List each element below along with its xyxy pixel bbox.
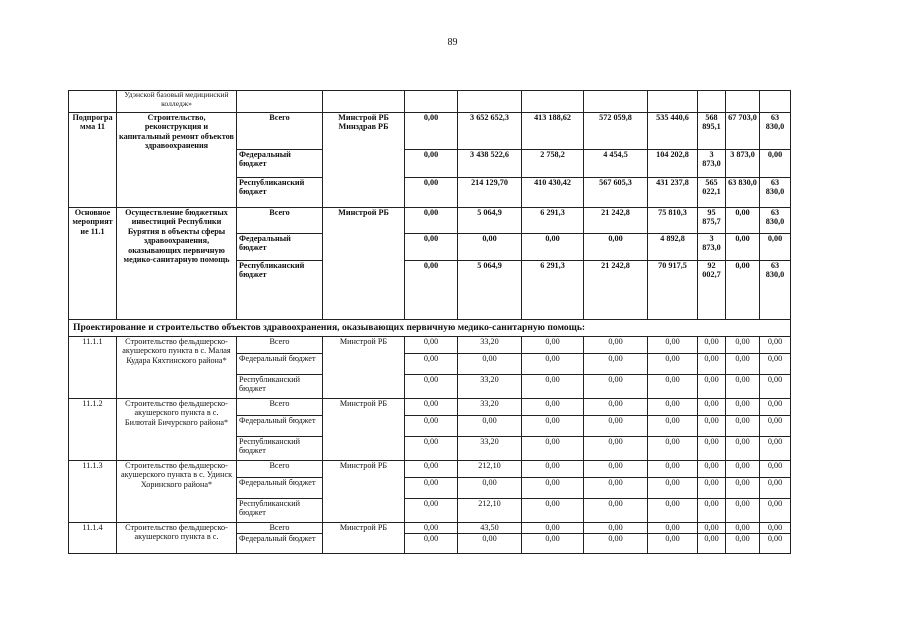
- value-cell: 63 830,0: [760, 208, 791, 234]
- value-cell: 5 064,9: [458, 261, 522, 320]
- value-cell: 0,00: [405, 150, 458, 178]
- value-cell: 0,00: [522, 234, 584, 261]
- value-cell: 0,00: [698, 499, 726, 523]
- funding-source: Всего: [237, 399, 323, 416]
- value-cell: 0,00: [458, 416, 522, 437]
- row-code: Подпрограмма 11: [69, 113, 117, 208]
- value-cell: 33,20: [458, 375, 522, 399]
- row-code: 11.1.3: [69, 461, 117, 523]
- executor: Минстрой РБ: [323, 523, 405, 554]
- value-cell: 95 875,7: [698, 208, 726, 234]
- executor: Минстрой РБ: [323, 399, 405, 461]
- executor: Минстрой РБ: [323, 208, 405, 320]
- funding-source: Федеральный бюджет: [237, 234, 323, 261]
- value-cell: [584, 91, 648, 113]
- value-cell: 0,00: [726, 523, 760, 534]
- value-cell: 0,00: [760, 523, 791, 534]
- value-cell: 0,00: [698, 461, 726, 478]
- value-cell: 0,00: [458, 354, 522, 375]
- value-cell: 0,00: [405, 178, 458, 208]
- value-cell: 0,00: [584, 234, 648, 261]
- value-cell: 0,00: [698, 416, 726, 437]
- value-cell: 3 873,0: [698, 234, 726, 261]
- funding-source: Республиканский бюджет: [237, 375, 323, 399]
- value-cell: 212,10: [458, 461, 522, 478]
- item-row: [69, 399, 791, 416]
- value-cell: 0,00: [522, 354, 584, 375]
- top-partial-row: [69, 91, 791, 113]
- value-cell: 568 895,1: [698, 113, 726, 150]
- value-cell: 431 237,8: [648, 178, 698, 208]
- row-name: Удэнской базовый медицинский колледж»: [117, 91, 237, 113]
- value-cell: 212,10: [458, 499, 522, 523]
- value-cell: 0,00: [584, 375, 648, 399]
- value-cell: 0,00: [522, 399, 584, 416]
- row-name: Строительство, реконструкция и капитальный ремонт объектов здравоохранения: [117, 113, 237, 208]
- value-cell: 0,00: [698, 478, 726, 499]
- value-cell: 0,00: [760, 234, 791, 261]
- value-cell: 0,00: [698, 534, 726, 554]
- value-cell: 33,20: [458, 437, 522, 461]
- funding-source: Всего: [237, 208, 323, 234]
- value-cell: 67 703,0: [726, 113, 760, 150]
- value-cell: 0,00: [584, 354, 648, 375]
- value-cell: 0,00: [760, 461, 791, 478]
- value-cell: 0,00: [458, 234, 522, 261]
- row-code: 11.1.1: [69, 337, 117, 399]
- value-cell: 0,00: [726, 208, 760, 234]
- value-cell: 4 454,5: [584, 150, 648, 178]
- funding-source: Федеральный бюджет: [237, 478, 323, 499]
- value-cell: 0,00: [584, 399, 648, 416]
- value-cell: 3 438 522,6: [458, 150, 522, 178]
- value-cell: 0,00: [405, 478, 458, 499]
- funding-source: Республиканский бюджет: [237, 437, 323, 461]
- value-cell: [698, 91, 726, 113]
- item-row: [69, 461, 791, 478]
- value-cell: 0,00: [405, 261, 458, 320]
- funding-source: Федеральный бюджет: [237, 354, 323, 375]
- value-cell: 0,00: [522, 499, 584, 523]
- value-cell: 413 188,62: [522, 113, 584, 150]
- value-cell: 0,00: [648, 399, 698, 416]
- funding-source: Всего: [237, 461, 323, 478]
- value-cell: 3 873,0: [698, 150, 726, 178]
- value-cell: 0,00: [726, 399, 760, 416]
- value-cell: [237, 91, 323, 113]
- measure-row: [69, 208, 791, 234]
- row-name: Строительство фельдшерско-акушерского пункта в с. Малая Кудара Кяхтинского района*: [117, 337, 237, 399]
- value-cell: 0,00: [405, 461, 458, 478]
- value-cell: 410 430,42: [522, 178, 584, 208]
- value-cell: 0,00: [760, 478, 791, 499]
- value-cell: 0,00: [648, 337, 698, 354]
- value-cell: 0,00: [405, 399, 458, 416]
- value-cell: 572 059,8: [584, 113, 648, 150]
- value-cell: 214 129,70: [458, 178, 522, 208]
- value-cell: 0,00: [584, 337, 648, 354]
- row-code: 11.1.4: [69, 523, 117, 554]
- value-cell: 33,20: [458, 399, 522, 416]
- value-cell: 0,00: [726, 534, 760, 554]
- value-cell: 0,00: [698, 437, 726, 461]
- value-cell: 21 242,8: [584, 208, 648, 234]
- value-cell: [648, 91, 698, 113]
- value-cell: 3 873,0: [726, 150, 760, 178]
- value-cell: 0,00: [760, 399, 791, 416]
- value-cell: 0,00: [405, 534, 458, 554]
- value-cell: 0,00: [726, 437, 760, 461]
- value-cell: 92 002,7: [698, 261, 726, 320]
- subprogram-row: [69, 113, 791, 150]
- value-cell: 0,00: [760, 354, 791, 375]
- funding-source: Республиканский бюджет: [237, 261, 323, 320]
- value-cell: 0,00: [648, 478, 698, 499]
- item-row: [69, 523, 791, 534]
- value-cell: [405, 91, 458, 113]
- value-cell: 0,00: [698, 399, 726, 416]
- value-cell: 0,00: [522, 375, 584, 399]
- value-cell: 0,00: [405, 375, 458, 399]
- budget-table: [68, 90, 791, 554]
- value-cell: 104 202,8: [648, 150, 698, 178]
- row-name: Строительство фельдшерско-акушерского пункта в с. Билютай Бичурского района*: [117, 399, 237, 461]
- value-cell: 0,00: [648, 461, 698, 478]
- value-cell: 0,00: [522, 461, 584, 478]
- value-cell: 0,00: [522, 534, 584, 554]
- value-cell: 535 440,6: [648, 113, 698, 150]
- value-cell: 0,00: [726, 261, 760, 320]
- value-cell: 0,00: [405, 437, 458, 461]
- value-cell: [458, 91, 522, 113]
- funding-source: Республиканский бюджет: [237, 499, 323, 523]
- value-cell: 0,00: [698, 354, 726, 375]
- value-cell: 0,00: [726, 375, 760, 399]
- value-cell: 0,00: [760, 437, 791, 461]
- value-cell: 0,00: [648, 437, 698, 461]
- value-cell: [726, 91, 760, 113]
- value-cell: 0,00: [760, 499, 791, 523]
- value-cell: 0,00: [522, 416, 584, 437]
- value-cell: [760, 91, 791, 113]
- item-row: [69, 337, 791, 354]
- section-title-row: [69, 320, 791, 337]
- funding-source: Федеральный бюджет: [237, 150, 323, 178]
- value-cell: 0,00: [726, 337, 760, 354]
- value-cell: 0,00: [405, 416, 458, 437]
- value-cell: 75 810,3: [648, 208, 698, 234]
- value-cell: 0,00: [698, 523, 726, 534]
- row-code: [69, 91, 117, 113]
- page-number: 89: [447, 37, 458, 48]
- value-cell: 0,00: [405, 523, 458, 534]
- value-cell: 0,00: [458, 478, 522, 499]
- funding-source: Всего: [237, 337, 323, 354]
- value-cell: 0,00: [760, 375, 791, 399]
- value-cell: 6 291,3: [522, 261, 584, 320]
- value-cell: 567 605,3: [584, 178, 648, 208]
- value-cell: 0,00: [760, 416, 791, 437]
- row-name: Осуществление бюджетных инвестиций Республики Бурятия в объекты сферы здравоохранения, оказывающих первичную медико-санитарную помощь: [117, 208, 237, 320]
- value-cell: 0,00: [726, 478, 760, 499]
- section-title: Проектирование и строительство объектов здравоохранения, оказывающих первичную медико-санитарную помощь:: [69, 320, 791, 337]
- value-cell: 0,00: [726, 354, 760, 375]
- value-cell: 70 917,5: [648, 261, 698, 320]
- funding-source: Федеральный бюджет: [237, 416, 323, 437]
- value-cell: 0,00: [584, 499, 648, 523]
- value-cell: [522, 91, 584, 113]
- value-cell: 0,00: [760, 337, 791, 354]
- value-cell: 0,00: [584, 437, 648, 461]
- value-cell: 0,00: [522, 478, 584, 499]
- row-code: Основное мероприятие 11.1: [69, 208, 117, 320]
- value-cell: 0,00: [648, 354, 698, 375]
- row-name: Строительство фельдшерско-акушерского пункта в с.: [117, 523, 237, 554]
- value-cell: 0,00: [405, 234, 458, 261]
- value-cell: 0,00: [648, 375, 698, 399]
- value-cell: 0,00: [522, 437, 584, 461]
- value-cell: 0,00: [648, 534, 698, 554]
- value-cell: 63 830,0: [760, 261, 791, 320]
- funding-source: Всего: [237, 523, 323, 534]
- value-cell: 63 830,0: [760, 113, 791, 150]
- value-cell: 0,00: [584, 461, 648, 478]
- value-cell: 0,00: [648, 416, 698, 437]
- value-cell: 4 892,8: [648, 234, 698, 261]
- row-code: 11.1.2: [69, 399, 117, 461]
- value-cell: 0,00: [522, 337, 584, 354]
- funding-source: Всего: [237, 113, 323, 150]
- value-cell: 565 022,1: [698, 178, 726, 208]
- value-cell: 63 830,0: [726, 178, 760, 208]
- value-cell: 0,00: [405, 337, 458, 354]
- row-name: Строительство фельдшерско-акушерского пункта в с. Удинск Хоринского района*: [117, 461, 237, 523]
- value-cell: 0,00: [698, 337, 726, 354]
- value-cell: 0,00: [405, 208, 458, 234]
- value-cell: 0,00: [726, 499, 760, 523]
- value-cell: [323, 91, 405, 113]
- value-cell: 0,00: [584, 478, 648, 499]
- value-cell: 0,00: [522, 523, 584, 534]
- executor: Минстрой РБ Минздрав РБ: [323, 113, 405, 208]
- value-cell: 0,00: [405, 499, 458, 523]
- funding-source: Республиканский бюджет: [237, 178, 323, 208]
- executor: Минстрой РБ: [323, 337, 405, 399]
- value-cell: 0,00: [584, 416, 648, 437]
- value-cell: 0,00: [584, 523, 648, 534]
- value-cell: 0,00: [726, 461, 760, 478]
- value-cell: 0,00: [760, 534, 791, 554]
- value-cell: 0,00: [726, 234, 760, 261]
- value-cell: 6 291,3: [522, 208, 584, 234]
- value-cell: 0,00: [405, 354, 458, 375]
- value-cell: 0,00: [698, 375, 726, 399]
- value-cell: 0,00: [760, 150, 791, 178]
- value-cell: 0,00: [584, 534, 648, 554]
- value-cell: 33,20: [458, 337, 522, 354]
- executor: Минстрой РБ: [323, 461, 405, 523]
- value-cell: 0,00: [458, 534, 522, 554]
- value-cell: 3 652 652,3: [458, 113, 522, 150]
- value-cell: 0,00: [648, 523, 698, 534]
- value-cell: 0,00: [726, 416, 760, 437]
- value-cell: 5 064,9: [458, 208, 522, 234]
- value-cell: 63 830,0: [760, 178, 791, 208]
- value-cell: 21 242,8: [584, 261, 648, 320]
- value-cell: 43,50: [458, 523, 522, 534]
- value-cell: 0,00: [648, 499, 698, 523]
- value-cell: 0,00: [405, 113, 458, 150]
- value-cell: 2 758,2: [522, 150, 584, 178]
- funding-source: Федеральный бюджет: [237, 534, 323, 554]
